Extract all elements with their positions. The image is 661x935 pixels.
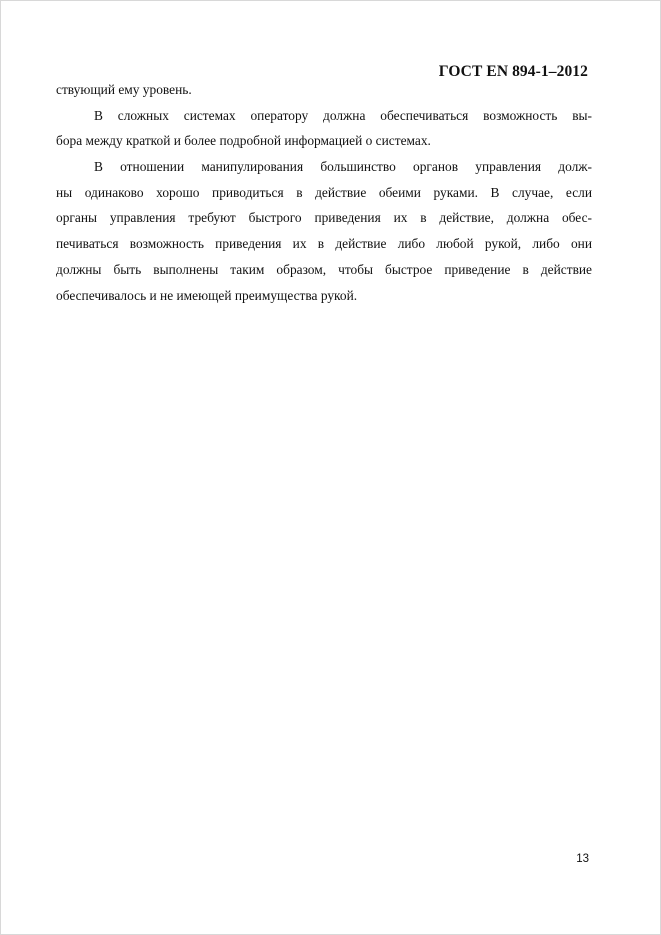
paragraph-line: печиваться возможность приведения их в действие либо любой рукой, либо они bbox=[56, 236, 592, 252]
paragraph-line: обеспечивалось и не имеющей преимущества рукой. bbox=[56, 287, 358, 303]
paragraph-line: бора между краткой и более подробной информацией о системах. bbox=[56, 133, 431, 149]
page-number: 13 bbox=[576, 853, 589, 865]
paragraph-line: В сложных системах оператору должна обеспечиваться возможность вы- bbox=[94, 107, 592, 123]
paragraph-line: должны быть выполнены таким образом, чтобы быстрое приведение в действие bbox=[56, 261, 592, 277]
paragraph-line: В отношении манипулирования большинство органов управления долж- bbox=[94, 159, 592, 175]
document-header-code: ГОСТ EN 894-1–2012 bbox=[438, 63, 588, 80]
document-body bbox=[56, 77, 592, 308]
paragraph-line: органы управления требуют быстрого приведения их в действие, должна обес- bbox=[56, 210, 592, 226]
paragraph-line: ствующий ему уровень. bbox=[56, 82, 192, 97]
paragraph-line: ны одинаково хорошо приводиться в действие обеими руками. В случае, если bbox=[56, 184, 592, 200]
